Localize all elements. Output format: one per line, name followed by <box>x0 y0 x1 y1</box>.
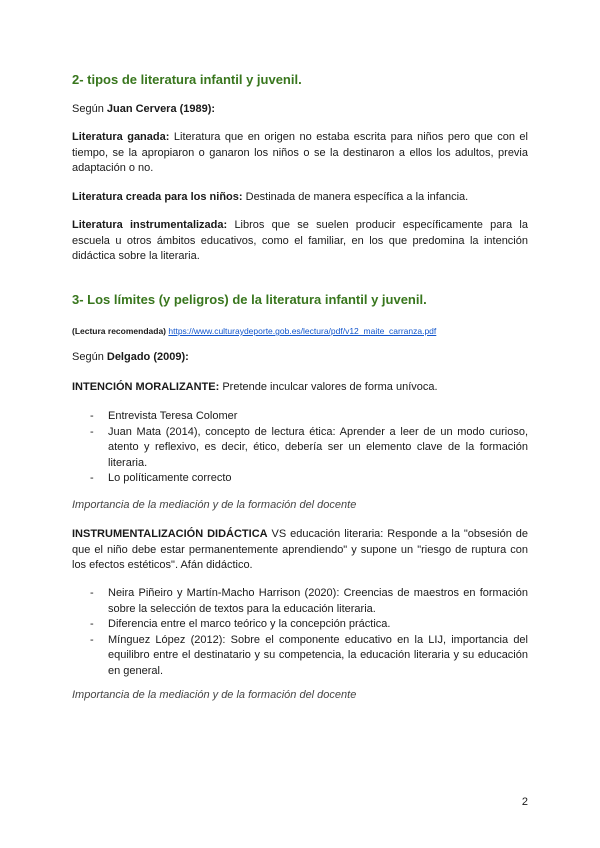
section2-heading: 2- tipos de literatura infantil y juvenil. <box>72 72 302 87</box>
didactic-bullet-list <box>72 586 528 679</box>
section3-source: Según Delgado (2009): <box>72 351 189 363</box>
moral-intention-paragraph: INTENCIÓN MORALIZANTE: Pretende inculcar valores de forma unívoca. <box>72 381 438 393</box>
mediation-note-2: Importancia de la mediación y de la formación del docente <box>72 689 357 701</box>
list-item: - Diferencia entre el marco teórico y la concepción práctica. <box>72 617 528 633</box>
definition-literatura-creada: Literatura creada para los niños: Destinada de manera específica a la infancia. <box>72 191 469 203</box>
list-item: - Juan Mata (2014), concepto de lectura ética: Aprender a leer de un modo curioso, atento y reflexivo, es decir, ético, debería ser un elemento clave de la formación literaria. <box>72 425 528 472</box>
section3-heading: 3- Los límites (y peligros) de la literatura infantil y juvenil. <box>72 292 427 307</box>
didactic-instrumentalization-paragraph: INSTRUMENTALIZACIÓN DIDÁCTICA VS educación literaria: Responde a la "obsesión de que el niño debe estar permanentemente aprendiendo" y supone un "riesgo de ruptura con los efectos estéticos". Afán didáctico. <box>72 528 528 571</box>
definition-literatura-ganada: Literatura ganada: Literatura que en origen no estaba escrita para niños pero que con el tiempo, se la apropiaron o ganaron los niños o se la destinaron a ellos los adultos, previa adaptación o no. <box>72 131 528 174</box>
page-number: 2 <box>521 796 528 808</box>
recommended-reading: (Lectura recomendada) https://www.culturaydeporte.gob.es/lectura/pdf/v12_maite_carranza.pdf <box>72 326 437 336</box>
definition-literatura-instrumentalizada: Literatura instrumentalizada: Libros que se suelen producir específicamente para la escuela u otros ámbitos educativos, como el familiar, en los que predomina la intención didáctica sobre la literaria. <box>72 219 528 262</box>
moral-bullet-list <box>72 409 528 487</box>
section2-source: Según Juan Cervera (1989): <box>72 103 216 115</box>
recommended-reading-link[interactable]: https://www.culturaydeporte.gob.es/lectura/pdf/v12_maite_carranza.pdf <box>168 326 437 336</box>
list-item: - Neira Piñeiro y Martín-Macho Harrison (2020): Creencias de maestros en formación sobre la selección de textos para la educación literaria. <box>72 586 528 617</box>
mediation-note-1: Importancia de la mediación y de la formación del docente <box>72 499 357 511</box>
list-item: - Lo políticamente correcto <box>72 471 528 487</box>
list-item: - Mínguez López (2012): Sobre el componente educativo en la LIJ, importancia del equilibro entre el destinatario y su competencia, la educación literaria y su educación en general. <box>72 633 528 680</box>
list-item: - Entrevista Teresa Colomer <box>72 409 528 425</box>
